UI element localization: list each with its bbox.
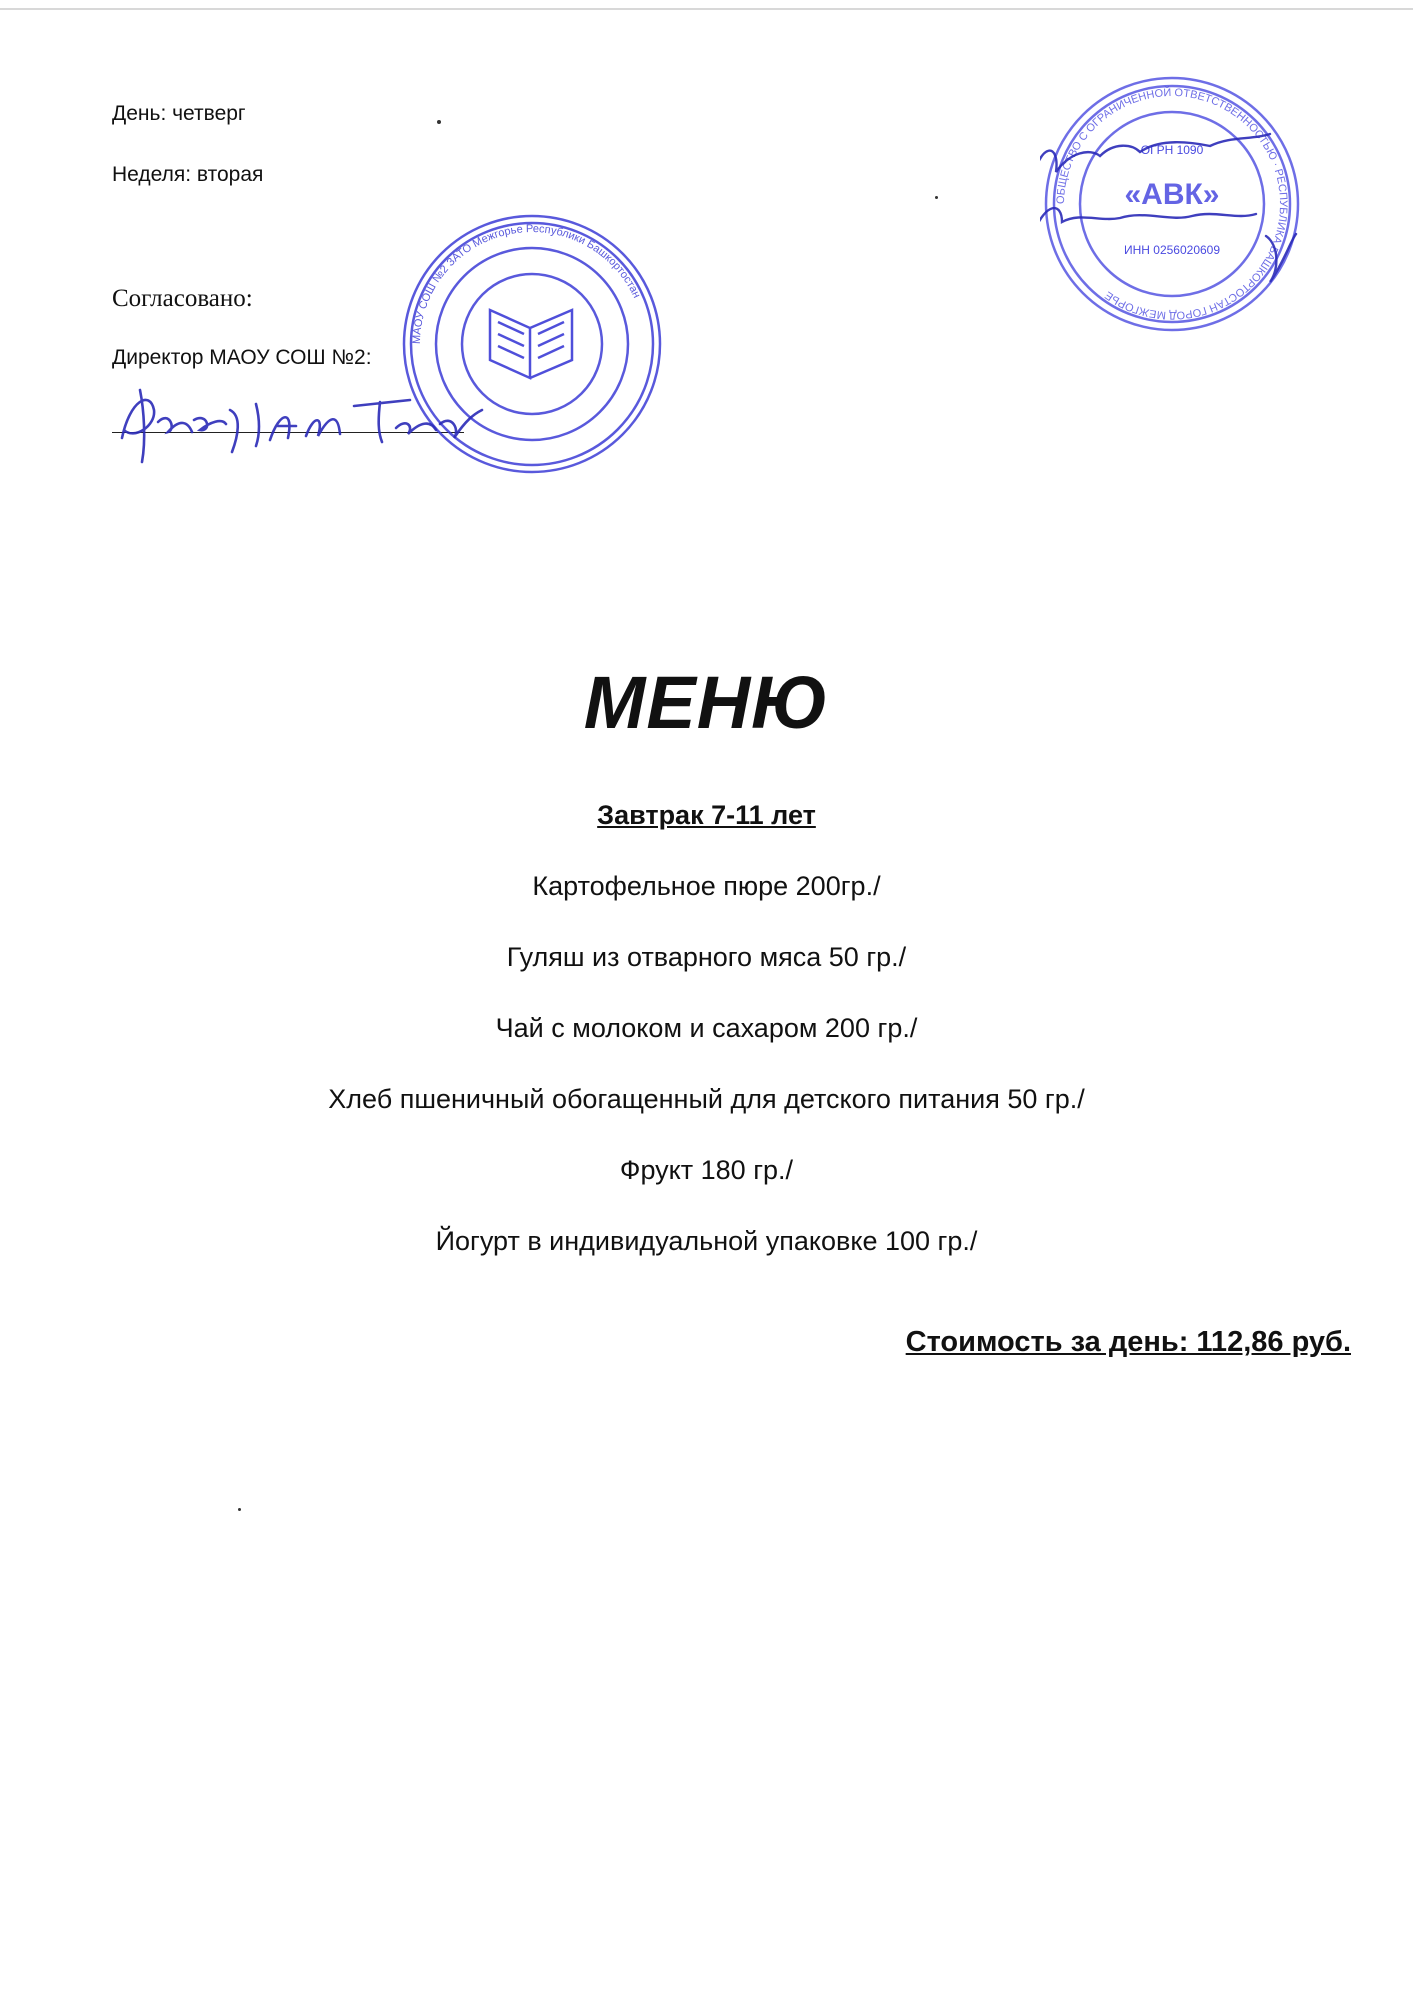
menu-item: Картофельное пюре 200гр./ [532,871,881,901]
menu-item: Чай с молоком и сахаром 200 гр./ [495,1013,918,1043]
school-stamp-text: МАОУ СОШ №2 ЗАТО Межгорье Республики Башкортостан [410,222,643,345]
scan-edge-line [0,8,1413,10]
menu-items-list [0,870,1413,1296]
company-stamp-inn: ИНН 0256020609 [1123,243,1221,257]
approval-label: Согласовано: [112,285,253,312]
company-stamp [1040,72,1305,337]
menu-item: Хлеб пшеничный обогащенный для детского питания 50 гр./ [328,1084,1085,1114]
company-stamp-ring-text: ОБЩЕСТВО С ОГРАНИЧЕННОЙ ОТВЕТСТВЕННОСТЬЮ · РЕСПУБЛИКА БАШКОРТОСТАН ГОРОД МЕЖГОРЬЕ [1054,86,1290,322]
company-stamp-center: «АВК» [1124,178,1220,211]
company-stamp-ogrn: ОГРН 1090 [1140,143,1204,157]
menu-item: Гуляш из отварного мяса 50 гр./ [506,942,907,972]
daily-cost: Стоимость за день: 112,86 руб. [905,1326,1351,1358]
company-approval-handwriting: Утверждено Калашник Д.В [1040,334,1053,335]
scan-speck [935,196,938,199]
menu-item: Фрукт 180 гр./ [619,1155,794,1185]
scan-speck [238,1508,241,1511]
director-label: Директор МАОУ СОШ №2: [112,346,372,369]
day-label: День: четверг [112,102,246,125]
menu-title: МЕНЮ [583,661,830,744]
director-signature [110,370,490,470]
menu-item: Йогурт в индивидуальной упаковке 100 гр./ [435,1226,978,1256]
signature-text: Насф /Л.И. Головина/ [110,468,121,469]
book-icon [490,310,572,378]
scan-speck [437,120,441,124]
meal-section-heading: Завтрак 7-11 лет [597,800,816,830]
week-label: Неделя: вторая [112,163,264,186]
